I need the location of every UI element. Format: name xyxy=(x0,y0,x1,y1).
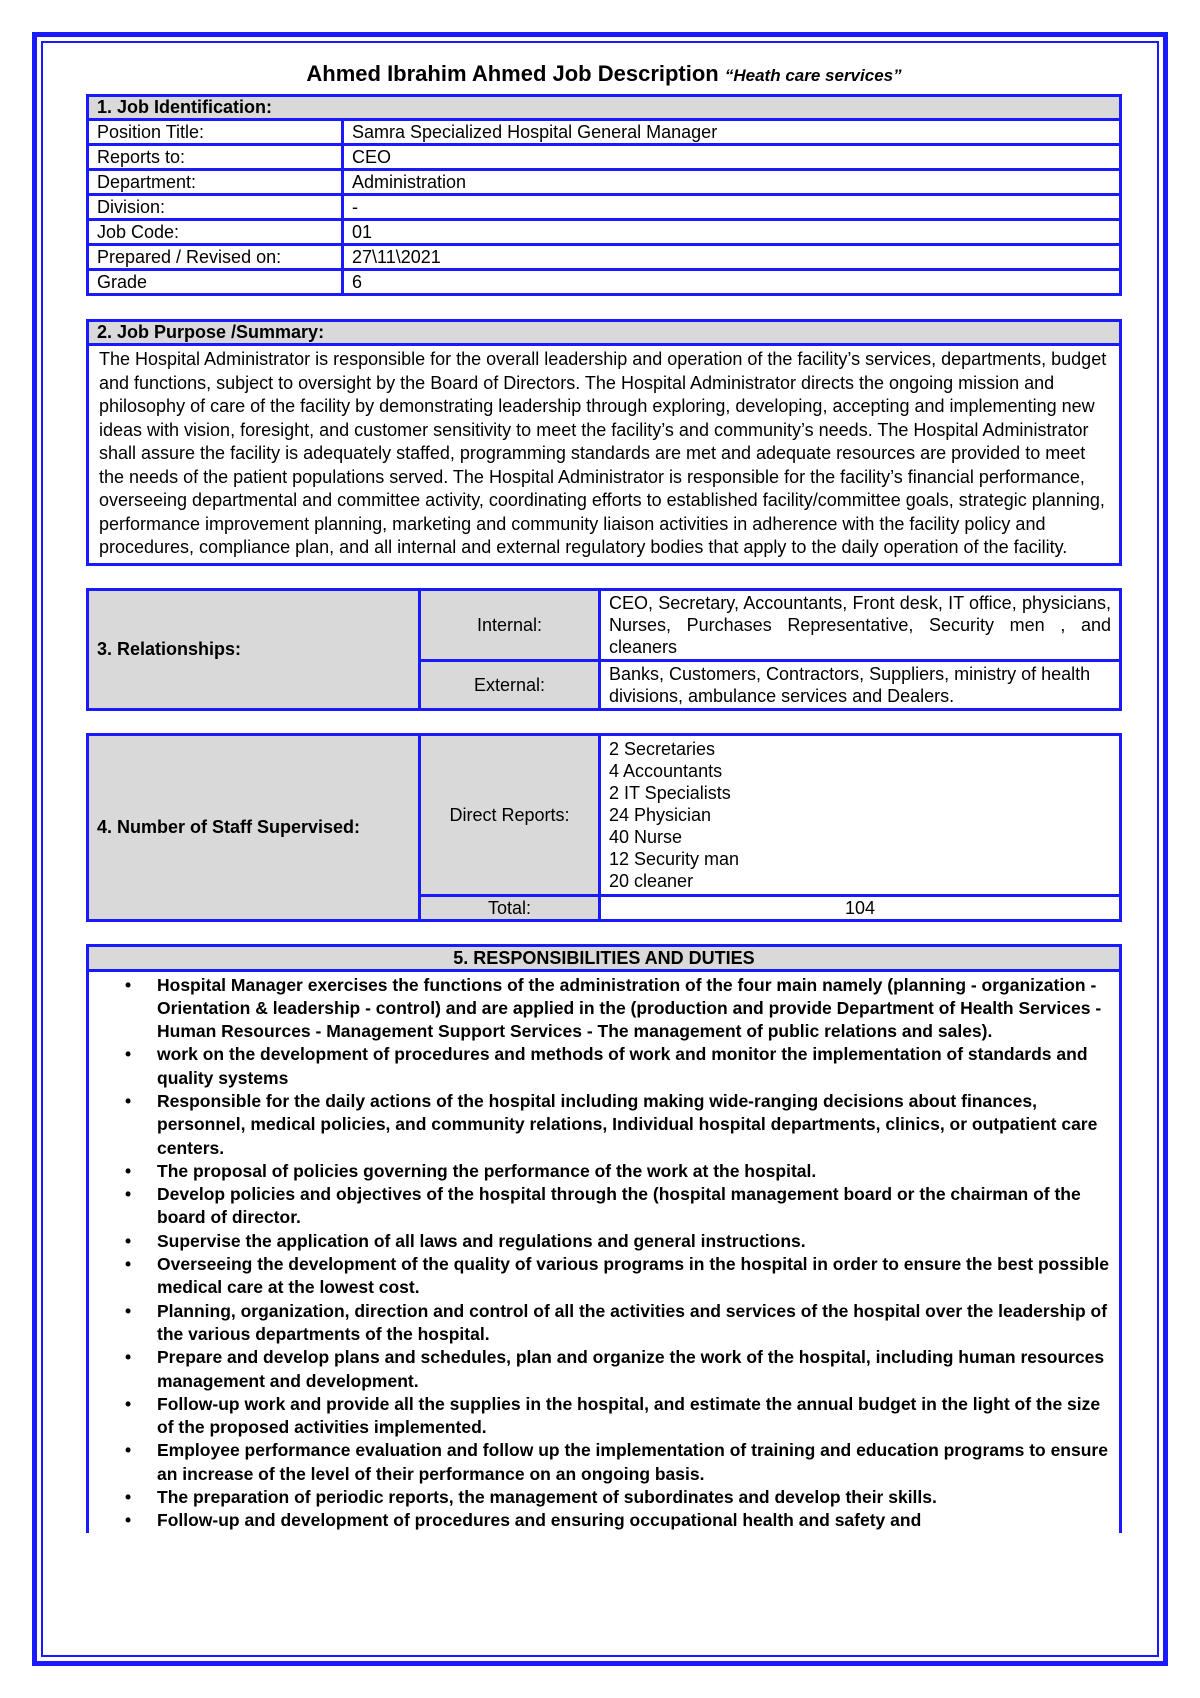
identification-label: Division: xyxy=(88,195,343,220)
direct-report-item: 24 Physician xyxy=(609,804,712,825)
direct-report-item: 20 cleaner xyxy=(609,870,694,891)
duty-item xyxy=(89,1253,1119,1300)
duty-text: Follow-up and development of procedures and ensuring occupational health and safety and xyxy=(157,1510,922,1531)
identification-label: Position Title: xyxy=(88,120,343,145)
section-heading-summary: 2. Job Purpose /Summary: xyxy=(88,321,1121,345)
section-heading-staff: 4. Number of Staff Supervised: xyxy=(88,734,420,920)
job-identification-table xyxy=(86,94,1122,296)
duty-item xyxy=(89,1043,1119,1090)
bullet-icon: • xyxy=(125,1393,132,1414)
duty-text: The preparation of periodic reports, the management of subordinates and develop their skills. xyxy=(157,1487,937,1508)
duty-text: Hospital Manager exercises the functions of the administration of the four main namely (planning - organization - Orientation & leadership - control) and are applied in the (production and provide Department of Health Services - Human Resources - Management Support Services - The management of public relations and sales). xyxy=(157,974,1102,1042)
identification-value: 01 xyxy=(343,220,1121,245)
total-value: 104 xyxy=(600,895,1121,920)
internal-value: CEO, Secretary, Accountants, Front desk, IT office, physicians, Nurses, Purchases Representative, Security men , and cleaners xyxy=(600,589,1121,660)
identification-row xyxy=(88,170,1121,195)
duty-item xyxy=(89,1160,1119,1183)
identification-row xyxy=(88,245,1121,270)
identification-value: CEO xyxy=(343,145,1121,170)
direct-report-item: 2 IT Specialists xyxy=(609,782,731,803)
duty-item xyxy=(89,1090,1119,1160)
relationships-table xyxy=(86,588,1122,711)
duty-item xyxy=(89,1393,1119,1440)
bullet-icon: • xyxy=(125,1254,132,1275)
identification-label: Job Code: xyxy=(88,220,343,245)
direct-report-item: 12 Security man xyxy=(609,848,740,869)
duty-item xyxy=(89,1486,1119,1509)
section-heading-responsibilities: 5. RESPONSIBILITIES AND DUTIES xyxy=(88,945,1121,970)
direct-reports-list xyxy=(600,734,1121,895)
duty-item xyxy=(89,974,1119,1044)
duty-text: Employee performance evaluation and follow up the implementation of training and education programs to ensure an increase of the level of their performance on an ongoing basis. xyxy=(157,1440,1108,1484)
duty-item xyxy=(89,1300,1119,1347)
duties-list xyxy=(89,972,1119,1533)
bullet-icon: • xyxy=(125,1510,132,1531)
bullet-icon: • xyxy=(125,1184,132,1205)
job-summary-table xyxy=(86,319,1122,566)
identification-value: 6 xyxy=(343,270,1121,295)
identification-rows xyxy=(88,120,1121,295)
direct-reports-label: Direct Reports: xyxy=(420,734,600,895)
responsibilities-table xyxy=(86,944,1122,1533)
duty-text: Follow-up work and provide all the supplies in the hospital, and estimate the annual budget in the light of the size of the proposed activities implemented. xyxy=(157,1393,1101,1438)
duty-item xyxy=(89,1439,1119,1486)
bullet-icon: • xyxy=(125,1160,132,1181)
document-body xyxy=(86,54,1122,1533)
bullet-icon: • xyxy=(125,1300,132,1321)
bullet-icon: • xyxy=(125,1090,132,1111)
title-text: Ahmed Ibrahim Ahmed Job Description xyxy=(306,61,719,86)
bullet-icon: • xyxy=(125,1347,132,1368)
duty-text: Supervise the application of all laws and regulations and general instructions. xyxy=(157,1230,806,1251)
duty-item xyxy=(89,1509,1119,1532)
bullet-icon: • xyxy=(125,974,132,995)
document-title xyxy=(86,54,1122,94)
identification-row xyxy=(88,120,1121,145)
external-label: External: xyxy=(420,660,600,709)
duty-text: Overseeing the development of the quality of various programs in the hospital in order to ensure the best possible medical care at the lowest cost. xyxy=(157,1254,1109,1298)
section-heading-relationships: 3. Relationships: xyxy=(88,589,420,709)
duty-text: The proposal of policies governing the performance of the work at the hospital. xyxy=(157,1160,817,1181)
total-label: Total: xyxy=(420,895,600,920)
identification-row xyxy=(88,195,1121,220)
duty-text: Responsible for the daily actions of the hospital including making wide-ranging decisions about finances, personnel, medical policies, and community relations, Individual hospital departments, clinics, or outpatient care centers. xyxy=(157,1090,1098,1158)
staff-supervised-table xyxy=(86,733,1122,922)
duty-item xyxy=(89,1346,1119,1393)
title-subtitle: “Heath care services” xyxy=(724,66,902,85)
bullet-icon: • xyxy=(125,1487,132,1508)
identification-value: Samra Specialized Hospital General Manager xyxy=(343,120,1121,145)
identification-value: 27\11\2021 xyxy=(343,245,1121,270)
direct-report-item: 4 Accountants xyxy=(609,760,723,781)
direct-reports-items xyxy=(609,738,1111,892)
duty-text: work on the development of procedures and methods of work and monitor the implementation of standards and quality systems xyxy=(157,1044,1088,1088)
direct-report-item: 2 Secretaries xyxy=(609,738,716,759)
internal-label: Internal: xyxy=(420,589,600,660)
external-value: Banks, Customers, Contractors, Suppliers, ministry of health divisions, ambulance services and Dealers. xyxy=(600,660,1121,709)
duty-text: Develop policies and objectives of the hospital through the (hospital management board or the chairman of the board of director. xyxy=(157,1184,1081,1228)
bullet-icon: • xyxy=(125,1044,132,1065)
identification-label: Department: xyxy=(88,170,343,195)
identification-row xyxy=(88,270,1121,295)
identification-value: - xyxy=(343,195,1121,220)
identification-label: Reports to: xyxy=(88,145,343,170)
identification-value: Administration xyxy=(343,170,1121,195)
bullet-icon: • xyxy=(125,1230,132,1251)
duty-text: Prepare and develop plans and schedules, plan and organize the work of the hospital, including human resources management and development. xyxy=(157,1347,1105,1391)
summary-text: The Hospital Administrator is responsible for the overall leadership and operation of the facility’s services, departments, budget and functions, subject to oversight by the Board of Directors. The Hospital Administrator directs the ongoing mission and philosophy of care of the facility by demonstrating leadership through exploring, developing, accepting and implementing new ideas with vision, foresight, and customer sensitivity to meet the facility’s and community’s needs. The Hospital Administrator shall assure the facility is adequately staffed, programming standards are met and adequate resources are provided to meet the needs of the patient populations served. The Hospital Administrator is responsible for the facility’s financial performance, overseeing departmental and committee activity, coordinating efforts to established facility/committee goals, strategic planning, performance improvement planning, marketing and community liaison activities in adherence with the facility policy and procedures, compliance plan, and all internal and external regulatory bodies that apply to the daily operation of the facility. xyxy=(88,345,1121,565)
duty-text: Planning, organization, direction and control of all the activities and services of the hospital over the leadership of the various departments of the hospital. xyxy=(157,1300,1108,1344)
duty-item xyxy=(89,1183,1119,1230)
identification-label: Prepared / Revised on: xyxy=(88,245,343,270)
section-heading-identification: 1. Job Identification: xyxy=(88,96,1121,120)
bullet-icon: • xyxy=(125,1440,132,1461)
responsibilities-body xyxy=(88,970,1121,1533)
duty-item xyxy=(89,1230,1119,1253)
identification-row xyxy=(88,220,1121,245)
identification-row xyxy=(88,145,1121,170)
direct-report-item: 40 Nurse xyxy=(609,826,683,847)
identification-label: Grade xyxy=(88,270,343,295)
